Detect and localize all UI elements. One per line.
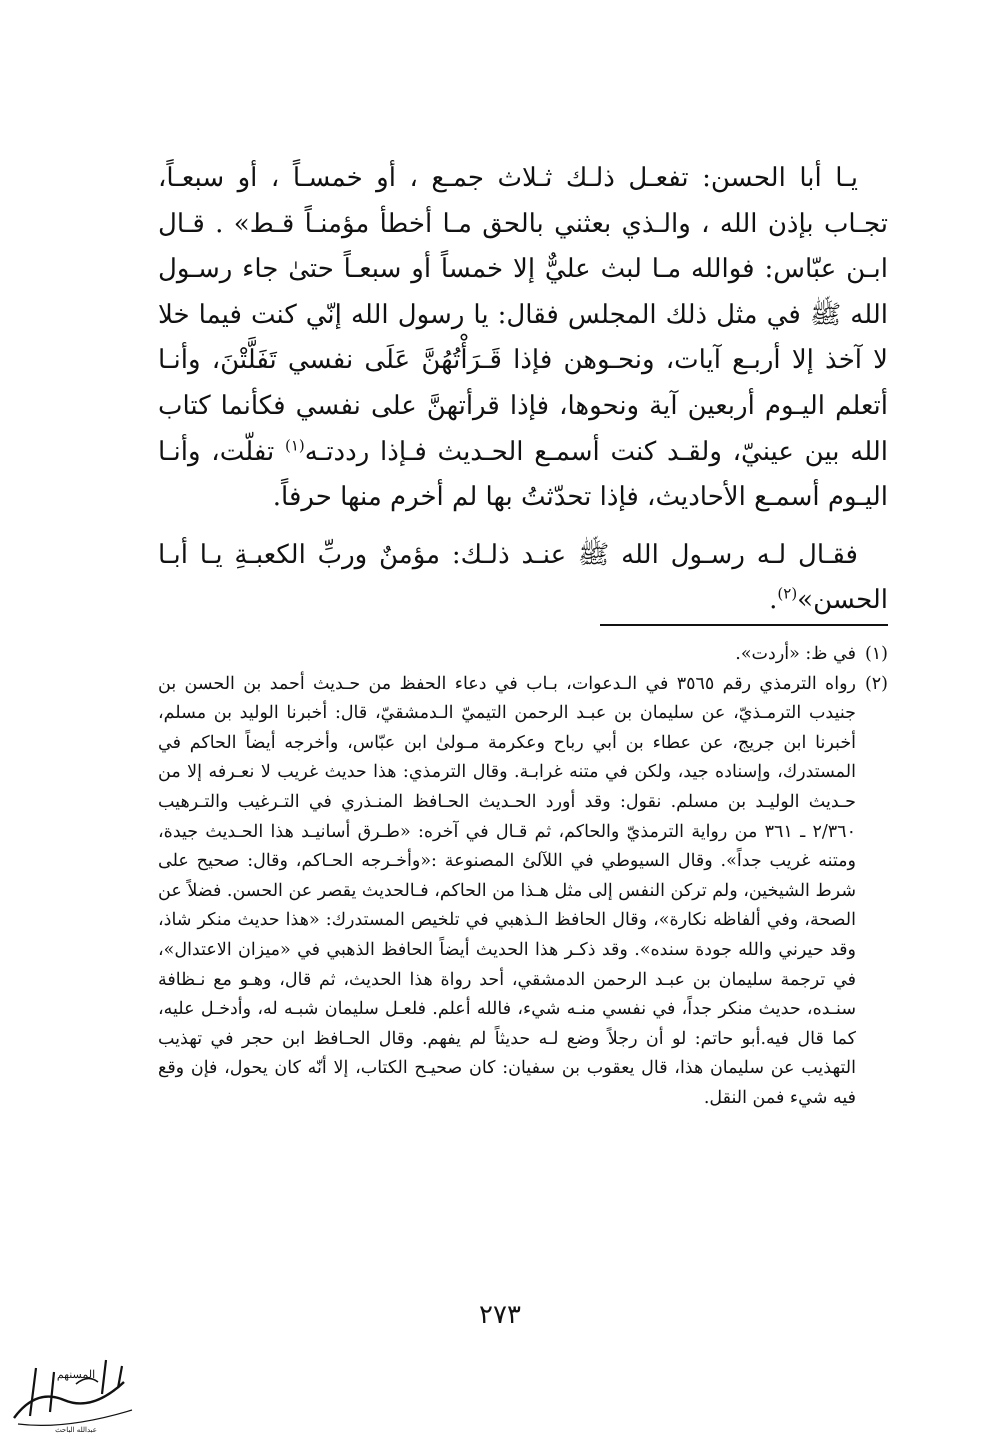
footnote-1-number: (١): [864, 644, 888, 664]
paragraph-1-text: يـا أبا الحسن: تفعـل ذلـك ثـلاث جمـع ، أو خمسـاً ، أو سبعـاً، تجـاب بإذن الله ، والـذي بعثني بالحق مـا أخطأ مؤمنـاً قـط» . قـال ابـن عبّاس: فوالله مـا لبث عليٌّ إلا خمساً أو سبعـاً حتىٰ جاء رسـول الله ﷺ في مثل ذلك المجلس فقال: يا رسول الله إنّي كنت فيما خلا لا آخذ إلا أربـع آيات، ونحـوهن فإذا قَـرَأْتُهُنَّ عَلَى نفسي تَفَلَّتْنَ، وأنـا أتعلم اليـوم أربعين آية ونحوها، فإذا قرأتهنَّ على نفسي فكأنما كتاب الله بين عينيّ، ولقـد كنت أسمـع الحـديث فـإذا رددتـه: [158, 163, 888, 467]
main-text: [158, 156, 888, 624]
footnote-ref-1[interactable]: (١): [284, 435, 305, 454]
stamp-subtitle: عبدالله الباحث: [55, 1426, 97, 1434]
footnotes: [158, 640, 888, 1114]
stamp-title: المسنهم: [56, 1368, 96, 1381]
paragraph-2: [158, 533, 888, 624]
paragraph-1-end: تفلّت، وأنـا اليـوم أسمـع الأحاديث، فإذا تحدّثتُ بها لم أخرم منها حرفاً.: [158, 436, 888, 513]
paragraph-1: [158, 156, 888, 521]
paragraph-2-text: فقـال لـه رسـول الله ﷺ عنـد ذلـك: مؤمنٌ وربِّ الكعبـةِ يـا أبـا الحسن»: [158, 539, 888, 616]
footnote-1: [158, 640, 888, 670]
page-number: ٢٧٣: [479, 1300, 521, 1330]
calligraphy-stamp: [6, 1348, 146, 1434]
footnote-2-text: رواه الترمذي رقم ٣٥٦٥ في الـدعوات، بـاب في دعاء الحفظ من حـديث أحمد بن الحسن بن جنيدب الترمـذيّ، عن سليمان بن عبـد الرحمن التيميّ الـدمشقيّ، قال: أخبرنا الوليد بن مسلم، أخبرنا ابن جريج، عن عطاء بن أبي رباح وعكرمة مـولىٰ ابن عبّاس، وأخرجه أيضاً الحاكم في المستدرك، وإسناده جيد، ولكن في متنه غرابـة. وقال الترمذي: هذا حديث غريب لا نعـرفه إلا من حـديث الوليـد بن مسلم. نقول: وقد أورد الحـديث الحـافظ المنـذري في التـرغيب والتـرهيب ٢/٣٦٠ ـ ٣٦١ من رواية الترمذيّ والحاكم، ثم قـال في آخره: «طـرق أسانيـد هذا الحـديث جيدة، ومتنه غريب جداً». وقال السيوطي في اللآلئ المصنوعة :«وأخـرجه الحـاكم، وقال: صحيح على شرط الشيخين، ولم تركن النفس إلى مثل هـذا من الحاكم، فـالحديث يقصر عن الحسن. فضلاً عن الصحة، وفي ألفاظه نكارة»، وقال الحافظ الـذهبي في تلخيص المستدرك: «هذا حديث منكر شاذ، وقد حيرني والله جودة سنده». وقد ذكـر هذا الحديث أيضاً الحافظ الذهبي في «ميزان الاعتدال»، في ترجمة سليمان بن عبـد الرحمن الدمشقي، أحد رواة هذا الحديث، ثم قال، وهـو مع نـظافة سنـده، حديث منكر جداً، في نفسي منـه شيء، فالله أعلم. فلعـل سليمان شبـه له، وأدخـل عليه، كما قال فيه.أبو حاتم: لو أن رجلاً وضع لـه حديثاً لم يفهم. وقال الحـافظ ابن حجر في تهذيب التهذيب عن سليمان هذا، قال يعقوب بن سفيان: كان صحيـح الكتاب، إلا أنّه كان يحول، فإن وقع فيه شيء فمن النقل.: [158, 673, 856, 1108]
stamp-stroke-underline: [18, 1410, 132, 1425]
stamp-logo: [6, 1348, 146, 1434]
footnote-1-text: في ظ: «أردت».: [735, 644, 856, 664]
footnote-2-number: (٢): [864, 673, 888, 694]
footnote-separator: [600, 624, 888, 626]
footnote-2: [158, 670, 888, 1114]
paragraph-2-end: .: [769, 585, 778, 616]
footnote-ref-2[interactable]: (٢): [777, 584, 798, 603]
